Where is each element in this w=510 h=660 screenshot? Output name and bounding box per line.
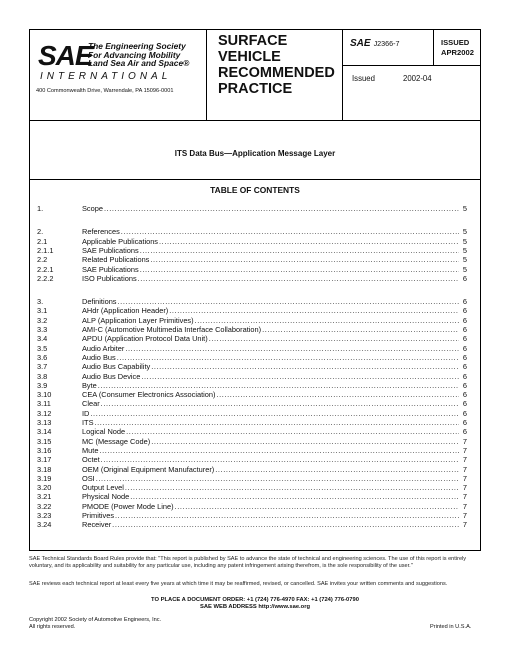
toc-entry-number: 2.1 <box>37 236 48 246</box>
toc-entry-title: Byte <box>82 380 97 390</box>
toc-entry-title: Audio Bus Device <box>82 371 141 381</box>
toc-entry-number: 3.7 <box>37 362 48 372</box>
header-divider <box>433 30 434 65</box>
toc-entry-number: 3.5 <box>37 343 48 353</box>
toc-leader-dots <box>104 204 459 214</box>
toc-entry-title: Definitions <box>82 297 117 307</box>
tagline-line: Land Sea Air and Space® <box>88 58 190 69</box>
issued-box-line: ISSUED <box>441 38 470 47</box>
toc-entry-page: 6 <box>462 427 467 437</box>
tagline-line: For Advancing Mobility <box>88 49 181 60</box>
toc-entry-number: 3. <box>37 297 44 307</box>
board-rules-note: SAE Technical Standards Board Rules provide that: "This report is published by SAE to advance the state of technical and engineering sciences. The use of this report is entirely voluntary, and its applicability and suitability for any particular use, including any patent infringement arising therefrom, is the sole responsibility of the user." <box>29 556 467 570</box>
toc-entry-page: 7 <box>462 501 467 511</box>
toc-entry-title: ITS <box>82 418 94 427</box>
toc-entry-title-wrap <box>82 204 459 214</box>
toc-entry-page: 7 <box>462 455 467 465</box>
toc-entry-title: MC (Message Code) <box>82 436 151 446</box>
toc-entry-number: 3.6 <box>37 352 48 362</box>
toc-entry-page: 6 <box>462 306 467 316</box>
toc-entry-title: Receiver <box>82 520 112 530</box>
header-divider <box>342 30 343 121</box>
toc-entry-page: 7 <box>462 511 467 520</box>
toc-entry-number: 3.21 <box>37 492 52 502</box>
toc-entry-number: 3.2 <box>37 315 48 325</box>
toc-entry-page: 5 <box>462 264 467 274</box>
toc-entry-title: AHdr (Application Header) <box>82 306 169 316</box>
toc-entry-page: 5 <box>462 236 467 246</box>
toc-entry-page: 6 <box>462 408 467 418</box>
toc-entry-title: SAE Publications <box>82 264 139 274</box>
issued-box-line: APR2002 <box>441 48 474 57</box>
doc-type-line: SURFACE <box>218 33 288 49</box>
order-line: TO PLACE A DOCUMENT ORDER: +1 (724) 776-4970 FAX: +1 (724) 776-0790 <box>151 597 359 603</box>
sae-small-logo: SAE <box>350 38 371 49</box>
toc-entry-title: Output Level <box>82 483 124 493</box>
toc-entry-title: OEM (Original Equipment Manufacturer) <box>82 464 215 474</box>
toc-entry-page: 6 <box>462 399 467 409</box>
toc-entry-page: 6 <box>462 273 467 283</box>
toc-entry-page: 7 <box>462 520 467 530</box>
toc-entry-title: Audio Bus Capability <box>82 362 151 372</box>
doc-type-line: VEHICLE <box>218 49 281 65</box>
doc-type-line: PRACTICE <box>218 81 293 97</box>
tagline-line: The Engineering Society <box>88 41 186 51</box>
order-info <box>0 597 510 612</box>
toc-entry-number: 3.17 <box>37 455 52 465</box>
toc-entry-page: 6 <box>462 371 467 381</box>
toc-entry-title: Physical Node <box>82 492 130 502</box>
toc-entry-number: 1. <box>37 204 44 213</box>
toc-entry-title: ID <box>82 408 90 418</box>
toc-entry-title: Related Publications <box>82 255 150 265</box>
toc-entry-number: 2.1.1 <box>37 245 54 255</box>
toc-entry-number: 3.24 <box>37 520 52 530</box>
copyright-line: Copyright 2002 Society of Automotive Engineers, Inc. <box>29 617 162 623</box>
issued-date: 2002-04 <box>402 74 432 83</box>
toc-entry-number: 3.18 <box>37 464 52 474</box>
doc-type-line: RECOMMENDED <box>218 65 335 81</box>
toc-entry-number: 3.3 <box>37 325 48 334</box>
toc-entry-title: Clear <box>82 399 100 409</box>
toc-entry-number: 3.15 <box>37 436 52 446</box>
doc-number: J2366-7 <box>373 39 400 48</box>
toc-entry-title: ALP (Application Layer Primitives) <box>82 315 194 325</box>
toc-entry-title: Applicable Publications <box>82 236 159 246</box>
toc-entry-title: Octet <box>82 455 100 465</box>
toc-entry-number: 2.2.2 <box>37 273 54 283</box>
toc-entry-page: 6 <box>462 334 467 344</box>
review-note: SAE reviews each technical report at least every five years at which time it may be reaffirmed, revised, or cancelled. SAE invites your written comments and suggestions. <box>29 581 448 587</box>
toc-entry-page: 7 <box>462 436 467 446</box>
rights-line: All rights reserved. <box>29 624 76 630</box>
toc-entry-page: 7 <box>462 464 467 474</box>
toc-entry-number: 3.12 <box>37 408 52 418</box>
toc-entry-title: SAE Publications <box>82 245 139 255</box>
toc-entry-number: 3.8 <box>37 371 48 381</box>
toc-entry-page: 6 <box>462 418 467 427</box>
toc-entry-title: Audio Arbiter <box>82 343 125 353</box>
toc-entry-page: 6 <box>462 380 467 390</box>
toc-entry-page: 7 <box>462 492 467 502</box>
toc-entry-title-wrap <box>82 520 459 530</box>
toc-entry-number: 3.20 <box>37 483 52 493</box>
toc-entry-page: 6 <box>462 390 467 400</box>
toc-entry-page: 6 <box>462 315 467 325</box>
document-header <box>29 29 481 121</box>
toc-leader-dots <box>112 520 459 530</box>
toc-entry-title: CEA (Consumer Electronics Association) <box>82 390 216 400</box>
toc-entry-page: 6 <box>462 352 467 362</box>
toc-entry-title: Scope <box>82 204 103 213</box>
toc-entry-title: AMI-C (Automotive Multimedia Interface Collaboration) <box>82 325 262 334</box>
toc-entry-number: 3.11 <box>37 399 51 409</box>
toc-entry-number: 3.19 <box>37 473 52 483</box>
toc-entry-number: 3.1 <box>37 306 48 316</box>
issued-box <box>441 38 474 58</box>
toc-entry-number: 3.10 <box>37 390 52 400</box>
toc-entry-page: 6 <box>462 325 467 334</box>
toc-entry-page: 5 <box>462 255 467 265</box>
toc-entry-number: 3.4 <box>37 334 48 344</box>
header-divider <box>206 30 207 121</box>
toc-entry <box>37 520 467 530</box>
toc-entry-number: 3.9 <box>37 380 48 390</box>
toc-entry-title: References <box>82 227 120 237</box>
toc-entry <box>37 204 467 214</box>
sae-address: 400 Commonwealth Drive, Warrendale, PA 15096-0001 <box>36 88 174 94</box>
toc-entry-title: Primitives <box>82 511 115 520</box>
sae-international: INTERNATIONAL <box>40 71 172 82</box>
toc-entry-page: 5 <box>462 245 467 255</box>
toc-entry-number: 3.22 <box>37 501 52 511</box>
document-number <box>350 38 400 49</box>
toc-entry-title: PMODE (Power Mode Line) <box>82 501 174 511</box>
sae-logo-tagline <box>88 42 189 68</box>
toc-entry-page: 6 <box>462 362 467 372</box>
toc-leader-dots <box>138 274 459 284</box>
toc-entry-page: 6 <box>462 297 467 307</box>
toc-entry-title-wrap <box>82 274 459 284</box>
issued-row <box>352 74 432 83</box>
sae-logo-mark: SAE <box>38 40 93 71</box>
toc-entry-number: 3.14 <box>37 427 52 437</box>
toc-entry-number: 3.23 <box>37 511 52 520</box>
toc-entry-title: Mute <box>82 445 99 455</box>
header-divider <box>342 65 480 66</box>
toc-entry-number: 2. <box>37 227 44 237</box>
copyright <box>29 617 161 631</box>
toc-title: TABLE OF CONTENTS <box>210 185 300 195</box>
document-type <box>218 33 338 97</box>
toc-entry-page: 7 <box>462 473 467 483</box>
toc-entry-title: APDU (Application Protocol Data Unit) <box>82 334 208 344</box>
toc-entry-page: 7 <box>462 445 467 455</box>
toc-entry-number: 2.2 <box>37 255 48 265</box>
toc-entry-page: 5 <box>462 204 467 213</box>
toc-entry-title: Audio Bus <box>82 352 116 362</box>
toc-entry-number: 2.2.1 <box>37 264 54 274</box>
document-subject: ITS Data Bus—Application Message Layer <box>174 149 336 158</box>
web-address: SAE WEB ADDRESS http://www.sae.org <box>199 604 311 611</box>
toc-entry-page: 6 <box>462 343 467 353</box>
printed-in: Printed in U.S.A. <box>430 624 472 630</box>
toc-entry-number: 3.13 <box>37 418 52 427</box>
toc-entry-number: 3.16 <box>37 445 52 455</box>
toc-entry <box>37 274 467 284</box>
toc-entry-title: ISO Publications <box>82 273 137 283</box>
toc-entry-page: 7 <box>462 483 467 493</box>
toc-entry-page: 5 <box>462 227 467 237</box>
toc-entry-title: OSI <box>82 473 95 483</box>
toc-entry-title: Logical Node <box>82 427 126 437</box>
issued-label: Issued <box>352 74 375 83</box>
